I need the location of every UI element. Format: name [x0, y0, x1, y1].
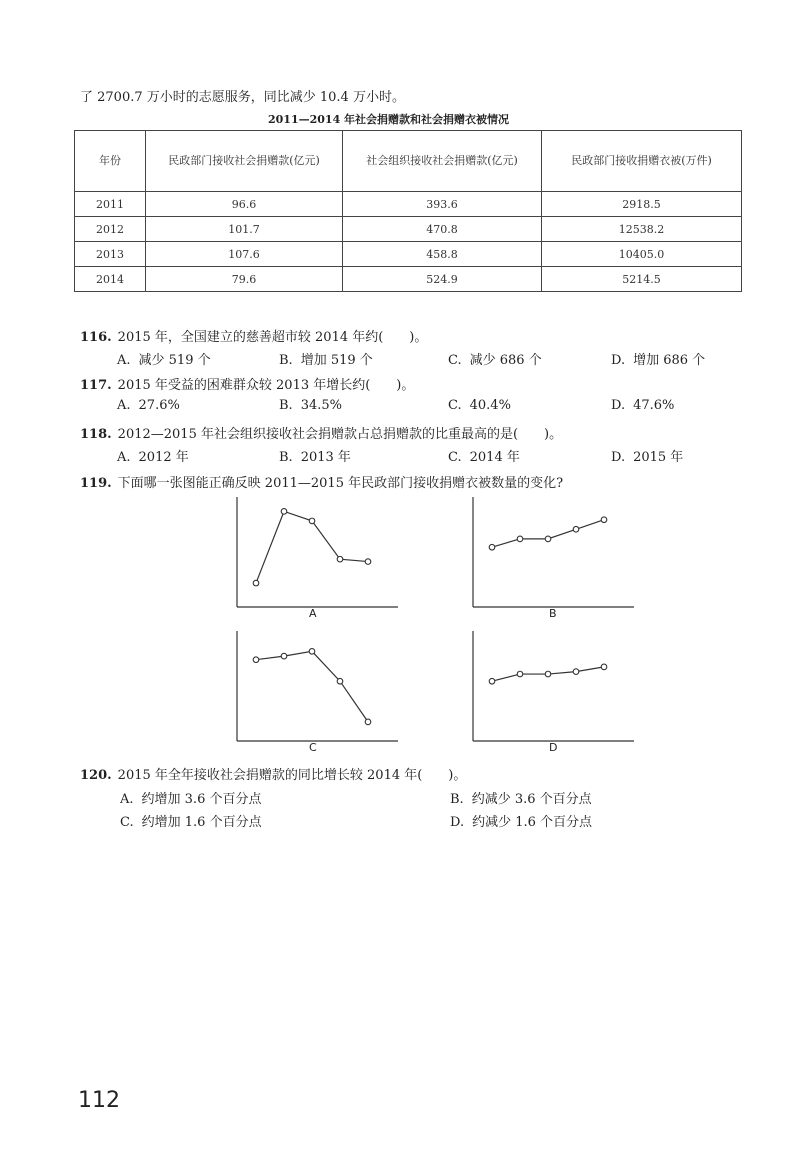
table-cell: 2012	[75, 217, 146, 242]
intro-text: 了 2700.7 万小时的志愿服务，同比减少 10.4 万小时。	[80, 90, 405, 105]
question-text: 下面哪一张图能正确反映 2011—2015 年民政部门接收捐赠衣被数量的变化?	[117, 476, 564, 491]
data-point	[365, 719, 371, 725]
option-117-d[interactable]	[611, 398, 674, 413]
data-point	[545, 536, 551, 542]
donation-table	[74, 130, 742, 292]
table-cell: 5214.5	[542, 267, 742, 292]
data-point	[489, 544, 495, 550]
chart-label-d: D	[549, 741, 558, 754]
table-cell: 96.6	[146, 192, 343, 217]
question-text: 2012—2015 年社会组织接收社会捐赠款占总捐赠款的比重最高的是( )。	[117, 427, 563, 442]
option-text: 约减少 3.6 个百分点	[471, 792, 592, 807]
data-point	[365, 559, 371, 565]
table-cell: 524.9	[343, 267, 542, 292]
option-117-c[interactable]	[448, 398, 511, 413]
option-letter: C.	[448, 398, 462, 413]
table-cell: 2011	[75, 192, 146, 217]
chart-label-b: B	[549, 607, 557, 620]
option-text: 减少 686 个	[469, 353, 542, 368]
table-cell: 393.6	[343, 192, 542, 217]
data-point	[489, 678, 495, 684]
table-cell: 79.6	[146, 267, 343, 292]
chart-option-c[interactable]	[236, 631, 398, 741]
chart-option-a[interactable]	[236, 497, 398, 607]
question-number: 117.	[80, 378, 112, 393]
option-letter: C.	[448, 450, 462, 465]
option-118-a[interactable]	[117, 446, 189, 465]
option-116-c[interactable]	[448, 349, 542, 368]
question-number: 118.	[80, 427, 112, 442]
chart-option-b[interactable]	[472, 497, 634, 607]
option-text: 2013 年	[300, 450, 351, 465]
option-letter: C.	[448, 353, 462, 368]
table-cell: 470.8	[343, 217, 542, 242]
data-point	[337, 556, 343, 562]
question-119	[80, 472, 563, 491]
option-letter: C.	[120, 815, 134, 830]
option-letter: B.	[279, 450, 293, 465]
series-line	[256, 651, 368, 722]
table-row	[75, 242, 742, 267]
data-point	[545, 671, 551, 677]
option-text: 增加 519 个	[300, 353, 373, 368]
option-text: 2015 年	[633, 450, 684, 465]
option-letter: D.	[611, 450, 626, 465]
table-cell: 458.8	[343, 242, 542, 267]
option-text: 40.4%	[469, 398, 511, 413]
table-cell: 10405.0	[542, 242, 742, 267]
data-point	[573, 526, 579, 532]
table-row	[75, 267, 742, 292]
table-title: 2011—2014 年社会捐赠款和社会捐赠衣被情况	[268, 113, 510, 126]
col-header-clothing: 民政部门接收捐赠衣被(万件)	[542, 131, 742, 192]
option-text: 约减少 1.6 个百分点	[472, 815, 593, 830]
question-number: 120.	[80, 768, 112, 783]
option-letter: A.	[117, 353, 131, 368]
table-row	[75, 217, 742, 242]
data-point	[281, 509, 287, 515]
option-text: 34.5%	[300, 398, 342, 413]
option-letter: B.	[279, 353, 293, 368]
option-116-d[interactable]	[611, 349, 705, 368]
option-text: 2014 年	[469, 450, 520, 465]
option-letter: B.	[450, 792, 464, 807]
question-text: 2015 年，全国建立的慈善超市较 2014 年约( )。	[117, 330, 428, 345]
question-number: 116.	[80, 330, 112, 345]
question-120	[80, 764, 466, 783]
chart-option-d[interactable]	[472, 631, 634, 741]
table-cell: 2014	[75, 267, 146, 292]
chart-label-a: A	[309, 607, 317, 620]
data-point	[517, 671, 523, 677]
data-point	[573, 669, 579, 675]
data-point	[601, 517, 607, 523]
option-letter: D.	[611, 353, 626, 368]
option-116-b[interactable]	[279, 349, 373, 368]
question-text: 2015 年受益的困难群众较 2013 年增长约( )。	[117, 378, 415, 393]
series-line	[492, 520, 604, 548]
question-116	[80, 326, 427, 345]
option-text: 减少 519 个	[138, 353, 211, 368]
option-117-a[interactable]	[117, 398, 180, 413]
question-117	[80, 374, 414, 393]
option-120-a[interactable]	[120, 788, 261, 807]
option-118-d[interactable]	[611, 446, 683, 465]
table-cell: 2918.5	[542, 192, 742, 217]
data-point	[517, 536, 523, 542]
option-text: 增加 686 个	[633, 353, 706, 368]
data-point	[253, 657, 259, 663]
option-116-a[interactable]	[117, 349, 211, 368]
table-cell: 2013	[75, 242, 146, 267]
data-point	[309, 649, 315, 655]
option-text: 约增加 3.6 个百分点	[141, 792, 262, 807]
data-point	[337, 678, 343, 684]
page-number: 112	[78, 1088, 120, 1113]
option-118-b[interactable]	[279, 446, 351, 465]
option-letter: A.	[117, 450, 131, 465]
data-point	[601, 664, 607, 670]
option-120-b[interactable]	[450, 788, 592, 807]
option-text: 2012 年	[138, 450, 189, 465]
option-letter: D.	[450, 815, 465, 830]
col-header-year: 年份	[75, 131, 146, 192]
data-point	[253, 580, 259, 586]
data-point	[281, 653, 287, 659]
question-118	[80, 423, 562, 442]
option-120-c[interactable]	[120, 811, 262, 830]
col-header-org-funds: 社会组织接收社会捐赠款(亿元)	[343, 131, 542, 192]
option-letter: A.	[117, 398, 131, 413]
option-text: 47.6%	[633, 398, 675, 413]
chart-label-c: C	[309, 741, 317, 754]
table-row	[75, 192, 742, 217]
option-120-d[interactable]	[450, 811, 592, 830]
option-letter: A.	[120, 792, 134, 807]
option-118-c[interactable]	[448, 446, 520, 465]
option-text: 27.6%	[138, 398, 180, 413]
option-text: 约增加 1.6 个百分点	[141, 815, 262, 830]
option-letter: B.	[279, 398, 293, 413]
col-header-civil-funds: 民政部门接收社会捐赠款(亿元)	[146, 131, 343, 192]
table-header-row	[75, 131, 742, 192]
table-cell: 12538.2	[542, 217, 742, 242]
question-number: 119.	[80, 476, 112, 491]
data-point	[309, 518, 315, 524]
table-cell: 101.7	[146, 217, 343, 242]
question-text: 2015 年全年接收社会捐赠款的同比增长较 2014 年( )。	[117, 768, 467, 783]
table-cell: 107.6	[146, 242, 343, 267]
option-letter: D.	[611, 398, 626, 413]
option-117-b[interactable]	[279, 398, 342, 413]
